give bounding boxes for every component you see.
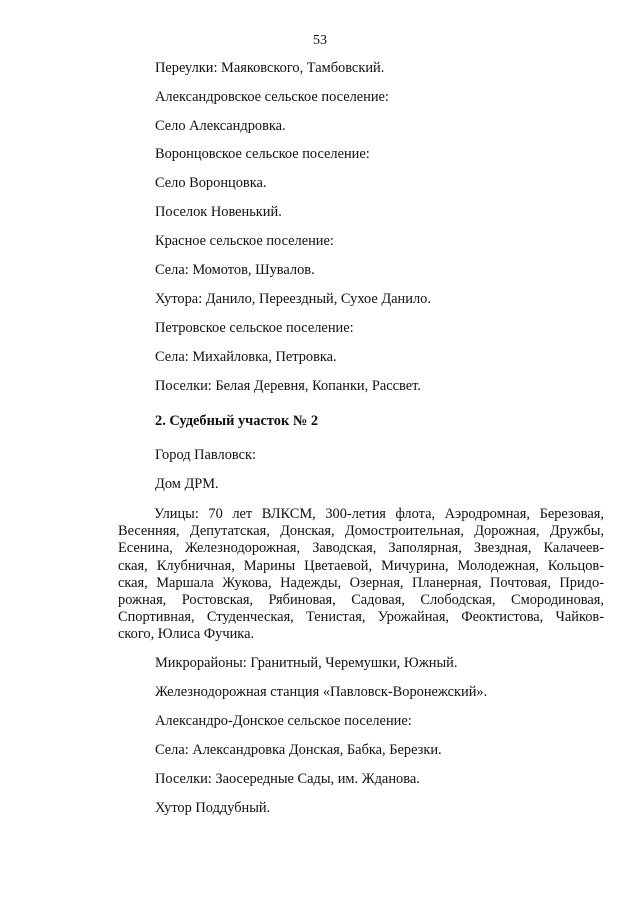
text-line-alexandro-donskoe-settlements: Поселки: Заосередные Сады, им. Жданова. <box>155 771 420 787</box>
text-line-krasnoe-settlement: Красное сельское поселение: <box>155 233 334 249</box>
text-line-microdistricts: Микрорайоны: Гранитный, Черемушки, Южный. <box>155 655 458 671</box>
streets-line: Весенняя, Депутатская, Донская, Домостроительная, Дорожная, Дружбы, <box>118 523 604 540</box>
streets-line: рожная, Ростовская, Рябиновая, Садовая, Слободская, Смородиновая, <box>118 592 604 609</box>
text-line-novenkiy-settlement: Поселок Новенький. <box>155 204 282 220</box>
streets-line: Спортивная, Студенческая, Тенистая, Урожайная, Феоктистова, Чайков- <box>118 609 604 626</box>
text-line-alexandro-donskoe-villages: Села: Александровка Донская, Бабка, Березки. <box>155 742 442 758</box>
text-line-petrovskoe-settlement: Петровское сельское поселение: <box>155 320 354 336</box>
text-line-vorontsovka-village: Село Воронцовка. <box>155 175 267 191</box>
section-heading: 2. Судебный участок № 2 <box>155 413 319 429</box>
text-line-alexandrovka-village: Село Александровка. <box>155 118 286 134</box>
text-line-vorontsovskoe-settlement: Воронцовское сельское поселение: <box>155 146 370 162</box>
streets-line: ская, Клубничная, Марины Цветаевой, Мичурина, Молодежная, Кольцов- <box>118 557 604 574</box>
text-line-podubny-khutor: Хутор Поддубный. <box>155 800 271 816</box>
text-line-alexandrovskoe-settlement: Александровское сельское поселение: <box>155 89 389 105</box>
text-line-petrovskoe-settlements: Поселки: Белая Деревня, Копанки, Рассвет. <box>155 378 421 394</box>
text-line-petrovskoe-villages: Села: Михайловка, Петровка. <box>155 349 337 365</box>
text-line-alexandro-donskoe-settlement: Александро-Донское сельское поселение: <box>155 713 412 729</box>
streets-line: Есенина, Железнодорожная, Заводская, Заполярная, Звездная, Калачеев- <box>118 540 604 557</box>
streets-paragraph <box>118 506 604 644</box>
streets-line: Улицы: 70 лет ВЛКСМ, 300-летия флота, Аэродромная, Березовая, <box>154 506 604 522</box>
text-line-lane-streets: Переулки: Маяковского, Тамбовский. <box>155 60 385 76</box>
text-line-drm-house: Дом ДРМ. <box>155 476 219 492</box>
text-line-railway-station: Железнодорожная станция «Павловск-Воронежский». <box>155 684 488 700</box>
streets-line: ская, Маршала Жукова, Надежды, Озерная, Планерная, Почтовая, Придо- <box>118 574 604 591</box>
streets-line: ского, Юлиса Фучика. <box>118 626 255 643</box>
text-line-krasnoe-villages: Села: Момотов, Шувалов. <box>155 262 315 278</box>
page-number: 53 <box>313 33 327 48</box>
text-line-pavlovsk-city: Город Павловск: <box>155 447 256 463</box>
text-line-khutors: Хутора: Данило, Переездный, Сухое Данило. <box>155 291 431 307</box>
